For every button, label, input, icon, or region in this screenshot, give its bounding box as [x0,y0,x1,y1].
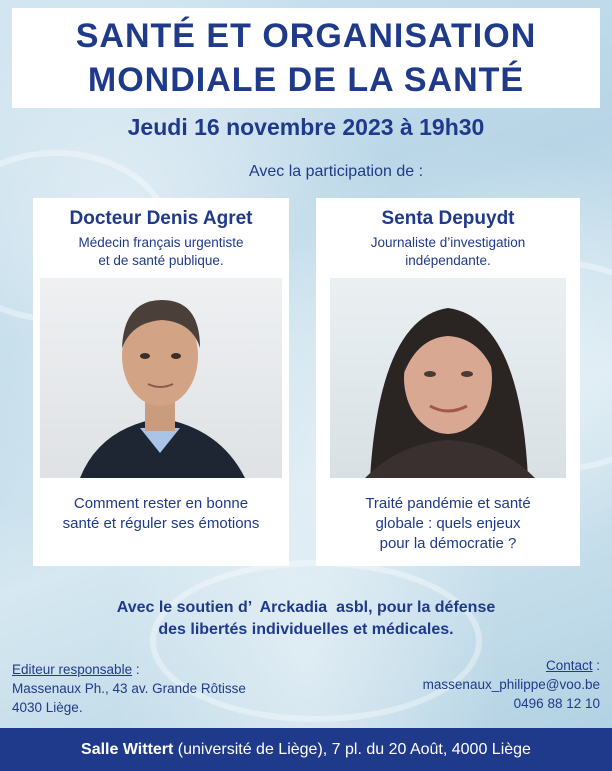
contact-label: Contact [545,658,593,673]
man-portrait-icon [40,278,282,478]
speaker-name: Senta Depuydt [381,208,515,229]
speaker-description [33,234,289,270]
speaker-description [316,234,580,270]
talk-title-line: Traité pandémie et santé [365,495,531,512]
title-line-1: SANTÉ ET ORGANISATION [75,17,537,55]
talk-title-line: pour la démocratie ? [379,535,517,552]
talk-title-line: santé et réguler ses émotions [62,515,260,532]
support-statement [0,597,612,641]
talk-title [316,494,580,554]
support-line: Avec le soutien d’ Arckadia asbl, pour la défense [116,599,496,616]
contact-colon: : [592,658,600,673]
woman-portrait-icon [330,278,566,478]
contact-phone[interactable]: 0496 88 12 10 [513,696,600,711]
editor-info [12,660,246,717]
speaker-card-depuydt [316,198,580,566]
venue-address: (université de Liège), 7 pl. du 20 Août, 4000 Liège [173,741,531,758]
speaker-photo [40,278,282,478]
speaker-description-line: Médecin français urgentiste [78,235,244,250]
editor-address-line: Massenaux Ph., 43 av. Grande Rôtisse [12,681,246,696]
support-line: des libertés individuelles et médicales. [158,621,454,638]
contact-info [423,656,600,713]
talk-title-line: Comment rester en bonne [73,495,249,512]
talk-title [33,494,289,534]
speaker-description-line: indépendante. [405,253,491,268]
speaker-description-line: et de santé publique. [98,253,224,268]
title-line-2: MONDIALE DE LA SANTÉ [87,61,525,99]
editor-colon: : [132,662,140,677]
editor-address-line: 4030 Liège. [12,700,83,715]
talk-title-line: globale : quels enjeux [375,515,521,532]
speaker-card-agret [33,198,289,566]
speaker-name: Docteur Denis Agret [69,208,253,229]
speaker-photo [330,278,566,478]
title-banner [12,8,600,108]
venue-footer [0,728,612,771]
venue-name: Salle Wittert [81,741,174,758]
contact-email[interactable]: massenaux_philippe@voo.be [422,677,600,692]
event-date: Jeudi 16 novembre 2023 à 19h30 [127,114,485,140]
editor-label: Editeur responsable [12,662,133,677]
speaker-description-line: Journaliste d’investigation [370,235,526,250]
participation-label: Avec la participation de : [248,163,424,180]
